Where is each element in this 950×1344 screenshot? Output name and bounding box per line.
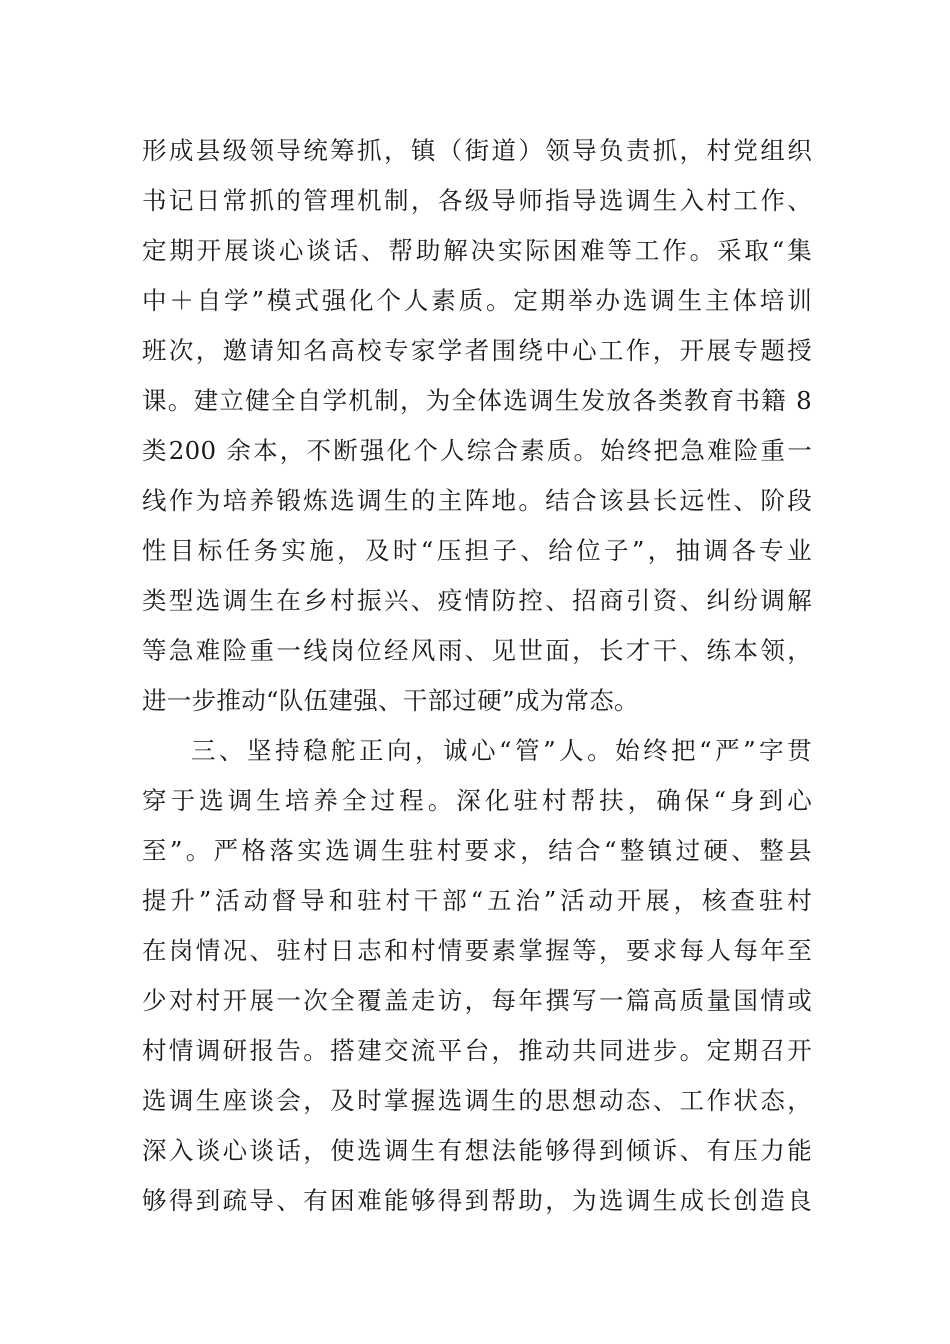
body-text bbox=[142, 126, 812, 1226]
text-line: 书记日常抓的管理机制，各级导师指导选调生入村工作、 bbox=[142, 186, 812, 215]
text-line: 少对村开展一次全覆盖走访，每年撰写一篇高质量国情或 bbox=[142, 986, 812, 1015]
text-line: 村情调研报告。搭建交流平台，推动共同进步。定期召开 bbox=[142, 1036, 812, 1065]
text-line: 类型选调生在乡村振兴、疫情防控、招商引资、纠纷调解 bbox=[142, 586, 812, 615]
text-line: 够得到疏导、有困难能够得到帮助，为选调生成长创造良 bbox=[142, 1186, 812, 1215]
text-line: 形成县级领导统筹抓，镇（街道）领导负责抓，村党组织 bbox=[142, 136, 812, 165]
text-line: 至”。严格落实选调生驻村要求，结合“整镇过硬、整县 bbox=[142, 836, 812, 865]
text-line: 类200 余本，不断强化个人综合素质。始终把急难险重一 bbox=[142, 436, 812, 465]
text-line: 深入谈心谈话，使选调生有想法能够得到倾诉、有压力能 bbox=[142, 1136, 812, 1165]
text-line: 课。建立健全自学机制，为全体选调生发放各类教育书籍 8 bbox=[142, 386, 812, 415]
text-line: 线作为培养锻炼选调生的主阵地。结合该县长远性、阶段 bbox=[142, 486, 812, 515]
text-line: 班次，邀请知名高校专家学者围绕中心工作，开展专题授 bbox=[142, 336, 812, 365]
text-line: 中＋自学”模式强化个人素质。定期举办选调生主体培训 bbox=[142, 286, 812, 315]
text-line: 定期开展谈心谈话、帮助解决实际困难等工作。采取“集 bbox=[142, 236, 812, 265]
text-line: 在岗情况、驻村日志和村情要素掌握等，要求每人每年至 bbox=[142, 936, 812, 965]
text-line: 选调生座谈会，及时掌握选调生的思想动态、工作状态， bbox=[142, 1086, 812, 1115]
text-line: 性目标任务实施，及时“压担子、给位子”，抽调各专业 bbox=[142, 536, 812, 565]
paragraph-end-line: 进一步推动“队伍建强、干部过硬”成为常态。 bbox=[142, 686, 639, 715]
text-line: 提升”活动督导和驻村干部“五治”活动开展，核查驻村 bbox=[142, 886, 812, 915]
text-line: 等急难险重一线岗位经风雨、见世面，长才干、练本领， bbox=[142, 636, 812, 665]
text-line: 穿于选调生培养全过程。深化驻村帮扶，确保“身到心 bbox=[142, 786, 812, 815]
section-heading-line: 三、坚持稳舵正向，诚心“管”人。始终把“严”字贯 bbox=[191, 736, 812, 765]
